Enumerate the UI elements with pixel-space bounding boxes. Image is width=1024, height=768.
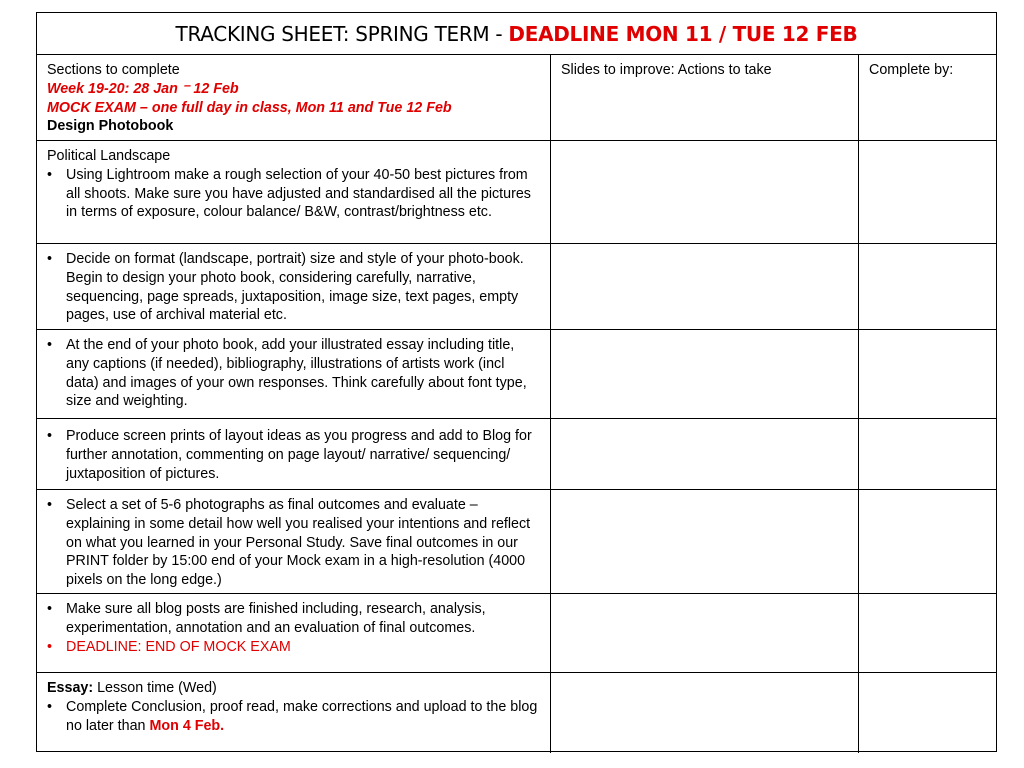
task-cell (37, 490, 551, 593)
task-bullet: • At the end of your photo book, add your illustrated essay including title, any captions (if needed), bibliography, illustrations of artists work (incl data) and images of your own responses. Think carefully about font type, size and weighting. (47, 336, 540, 411)
slides-header: Slides to improve: Actions to take (551, 55, 859, 140)
task-cell (37, 330, 551, 418)
essay-label: Essay: (47, 680, 94, 696)
table-row (37, 141, 996, 244)
actions-cell[interactable] (551, 330, 859, 418)
tracking-table (37, 55, 996, 751)
table-header-row (37, 55, 996, 141)
complete-by-cell[interactable] (859, 490, 996, 593)
sections-label: Sections to complete (47, 62, 180, 78)
table-row (37, 594, 996, 673)
essay-time: Lesson time (Wed) (93, 680, 217, 696)
essay-bullet-text: Complete Conclusion, proof read, make corrections and upload to the blog no later than (66, 698, 538, 734)
table-row (37, 673, 996, 753)
complete-by-cell[interactable] (859, 419, 996, 489)
table-row (37, 244, 996, 330)
actions-cell[interactable] (551, 673, 859, 753)
table-row (37, 330, 996, 419)
design-photobook-label: Design Photobook (47, 118, 174, 135)
actions-cell[interactable] (551, 490, 859, 593)
title-deadline: DEADLINE MON 11 / TUE 12 FEB (508, 21, 858, 46)
complete-by-cell[interactable] (859, 244, 996, 329)
week-range: Week 19-20: 28 Jan ⁻ 12 Feb (47, 80, 239, 97)
essay-line (47, 679, 540, 698)
task-bullet: • Using Lightroom make a rough selection of your 40-50 best pictures from all shoots. Make sure you have adjusted and standardised all the pictures in terms of exposure, colour balance/ B&W, contrast/brightness etc. (47, 166, 540, 222)
deadline-bullet: • DEADLINE: END OF MOCK EXAM (47, 638, 540, 657)
complete-by-cell[interactable] (859, 330, 996, 418)
complete-by-cell[interactable] (859, 594, 996, 672)
sections-cell (37, 55, 551, 140)
actions-cell[interactable] (551, 244, 859, 329)
sheet-title (37, 13, 996, 55)
task-bullet: • Produce screen prints of layout ideas as you progress and add to Blog for further annotation, commenting on page layout/ narrative/ sequencing/ juxtaposition of pictures. (47, 427, 540, 483)
task-cell (37, 673, 551, 753)
complete-by-cell[interactable] (859, 141, 996, 243)
actions-cell[interactable] (551, 141, 859, 243)
table-row (37, 419, 996, 490)
actions-cell[interactable] (551, 419, 859, 489)
task-bullet: • Decide on format (landscape, portrait) size and style of your photo-book. Begin to design your photo book, considering carefully, narrative, sequencing, page spreads, juxtaposition, image size, text pages, empty pages, use of archival material etc. (47, 250, 540, 325)
complete-by-cell[interactable] (859, 673, 996, 753)
row-heading: Political Landscape (47, 148, 171, 164)
essay-deadline: Mon 4 Feb. (149, 717, 225, 734)
essay-bullet (47, 698, 540, 736)
task-cell (37, 594, 551, 672)
mock-exam-note: MOCK EXAM – one full day in class, Mon 11 and Tue 12 Feb (47, 99, 452, 116)
task-bullet: • Make sure all blog posts are finished including, research, analysis, experimentation, annotation and an evaluation of final outcomes. (47, 600, 540, 638)
actions-cell[interactable] (551, 594, 859, 672)
task-cell (37, 244, 551, 329)
table-row (37, 490, 996, 594)
title-prefix: TRACKING SHEET: SPRING TERM - (175, 21, 509, 46)
task-bullet: • Select a set of 5-6 photographs as final outcomes and evaluate – explaining in some detail how well you realised your intentions and reflect on what you learned in your Personal Study. Save final outcomes in our PRINT folder by 15:00 end of your Mock exam in a high-resolution (4000 pixels on the long edge.) (47, 496, 540, 590)
tracking-sheet (36, 12, 997, 752)
task-cell (37, 419, 551, 489)
complete-by-header: Complete by: (869, 62, 954, 78)
task-cell (37, 141, 551, 243)
